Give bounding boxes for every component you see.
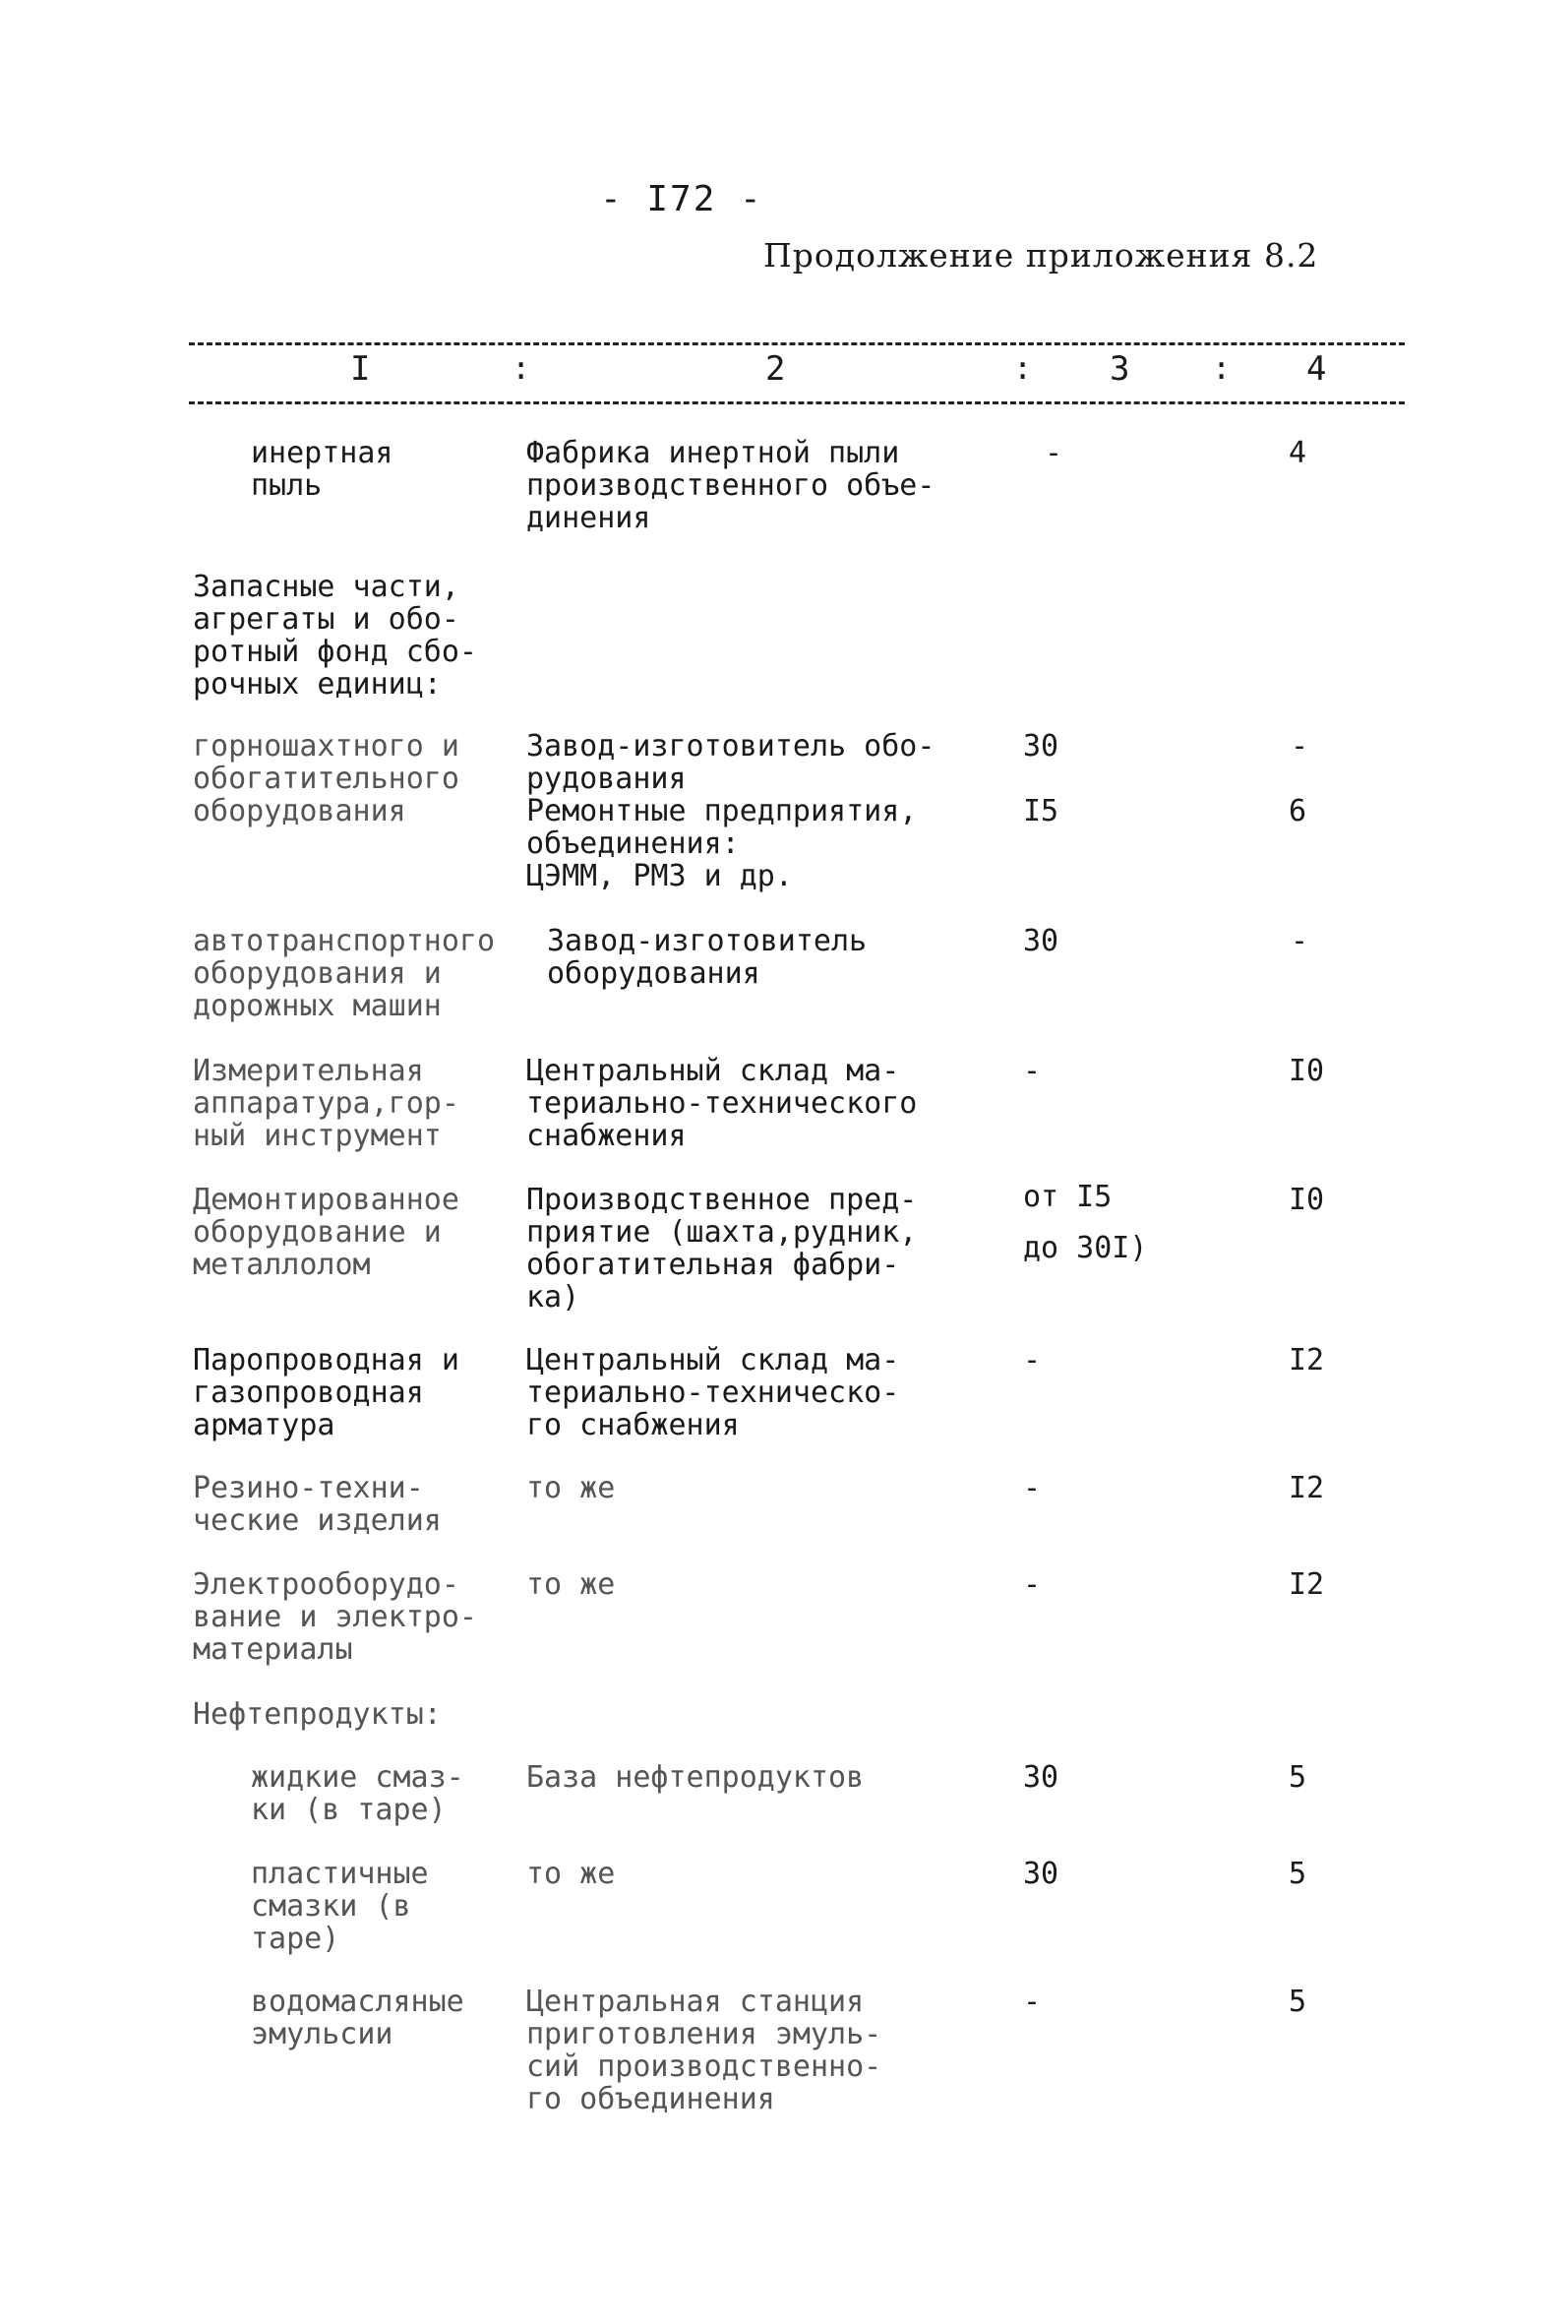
cell-distance: 30	[1023, 1760, 1059, 1795]
cell-material: Резино-техни- ческие изделия	[193, 1471, 442, 1538]
cell-distance: 30	[1023, 924, 1059, 958]
cell-days: I0	[1289, 1054, 1325, 1088]
cell-material: горношахтного и обогатительного оборудования	[193, 729, 459, 828]
cell-distance: -	[1023, 1054, 1042, 1088]
cell-distance: -	[1023, 1343, 1042, 1377]
cell-distance: -	[1045, 436, 1063, 470]
cell-days: 6	[1289, 794, 1307, 828]
cell-days: I2	[1289, 1343, 1325, 1377]
appendix-continuation-title: Продолжение приложения 8.2	[763, 236, 1319, 275]
cell-source: то же	[526, 1567, 616, 1602]
cell-source: Завод-изготовитель оборудования	[547, 924, 868, 991]
cell-source: Фабрика инертной пыли производственного объе- динения	[526, 436, 935, 535]
header-col1: I	[350, 349, 371, 389]
cell-days: I2	[1289, 1471, 1325, 1505]
cell-source: то же	[526, 1471, 616, 1505]
cell-material: Запасные части, агрегаты и обо- ротный фонд сбо- рочных единиц:	[193, 570, 477, 702]
cell-days: 5	[1289, 1857, 1307, 1891]
header-rule-bottom	[189, 401, 1405, 404]
cell-source: Центральная станция приготовления эмуль- сий производственно- го объединения	[526, 1985, 882, 2116]
header-rule-top	[189, 342, 1405, 345]
cell-distance: 30	[1023, 729, 1059, 764]
cell-distance: -	[1023, 1471, 1042, 1505]
header-separator: :	[1212, 349, 1232, 387]
cell-distance: I5	[1023, 794, 1059, 828]
cell-material: водомасляные эмульсии	[251, 1985, 464, 2051]
cell-source: Центральный склад ма- териально-техническо- го снабжения	[526, 1343, 900, 1442]
cell-material: инертная пыль	[251, 436, 393, 503]
cell-days: I2	[1289, 1567, 1325, 1602]
cell-material: Паропроводная и газопроводная арматура	[193, 1343, 459, 1442]
page-number: - I72 -	[600, 179, 763, 219]
header-separator: :	[512, 349, 531, 387]
cell-material: жидкие смаз- ки (в таре)	[251, 1760, 464, 1827]
cell-source: то же	[526, 1857, 616, 1891]
cell-material: пластичные смазки (в таре)	[251, 1857, 429, 1956]
cell-material: Демонтированное оборудование и металлолом	[193, 1183, 459, 1282]
cell-days: I0	[1289, 1183, 1325, 1217]
cell-source: Производственное пред- приятие (шахта,рудник, обогатительная фабри- ка)	[526, 1183, 918, 1315]
cell-distance: от I5 до 30I)	[1023, 1180, 1148, 1265]
cell-material: автотранспортного оборудования и дорожных машин	[193, 924, 496, 1023]
cell-days: -	[1291, 729, 1309, 764]
cell-material: Нефтепродукты:	[193, 1697, 442, 1732]
cell-distance: 30	[1023, 1857, 1059, 1891]
cell-distance: -	[1023, 1985, 1042, 2019]
cell-material: Электрооборудо- вание и электро- материалы	[193, 1567, 477, 1667]
header-col2: 2	[765, 349, 786, 389]
header-separator: :	[1013, 349, 1033, 387]
cell-days: 5	[1289, 1985, 1307, 2019]
header-col3: 3	[1110, 349, 1130, 389]
cell-days: 4	[1289, 436, 1307, 470]
cell-days: -	[1291, 924, 1309, 958]
header-col4: 4	[1306, 349, 1327, 389]
cell-source: Завод-изготовитель обо- рудования	[526, 729, 935, 796]
cell-material: Измерительная аппаратура,гор- ный инструмент	[193, 1054, 459, 1153]
cell-source: Центральный склад ма- териально-технического снабжения	[526, 1054, 918, 1153]
cell-source: Ремонтные предприятия, объединения: ЦЭММ, РМЗ и др.	[526, 794, 918, 893]
cell-source: База нефтепродуктов	[526, 1760, 865, 1795]
cell-distance: -	[1023, 1567, 1042, 1602]
cell-days: 5	[1289, 1760, 1307, 1795]
